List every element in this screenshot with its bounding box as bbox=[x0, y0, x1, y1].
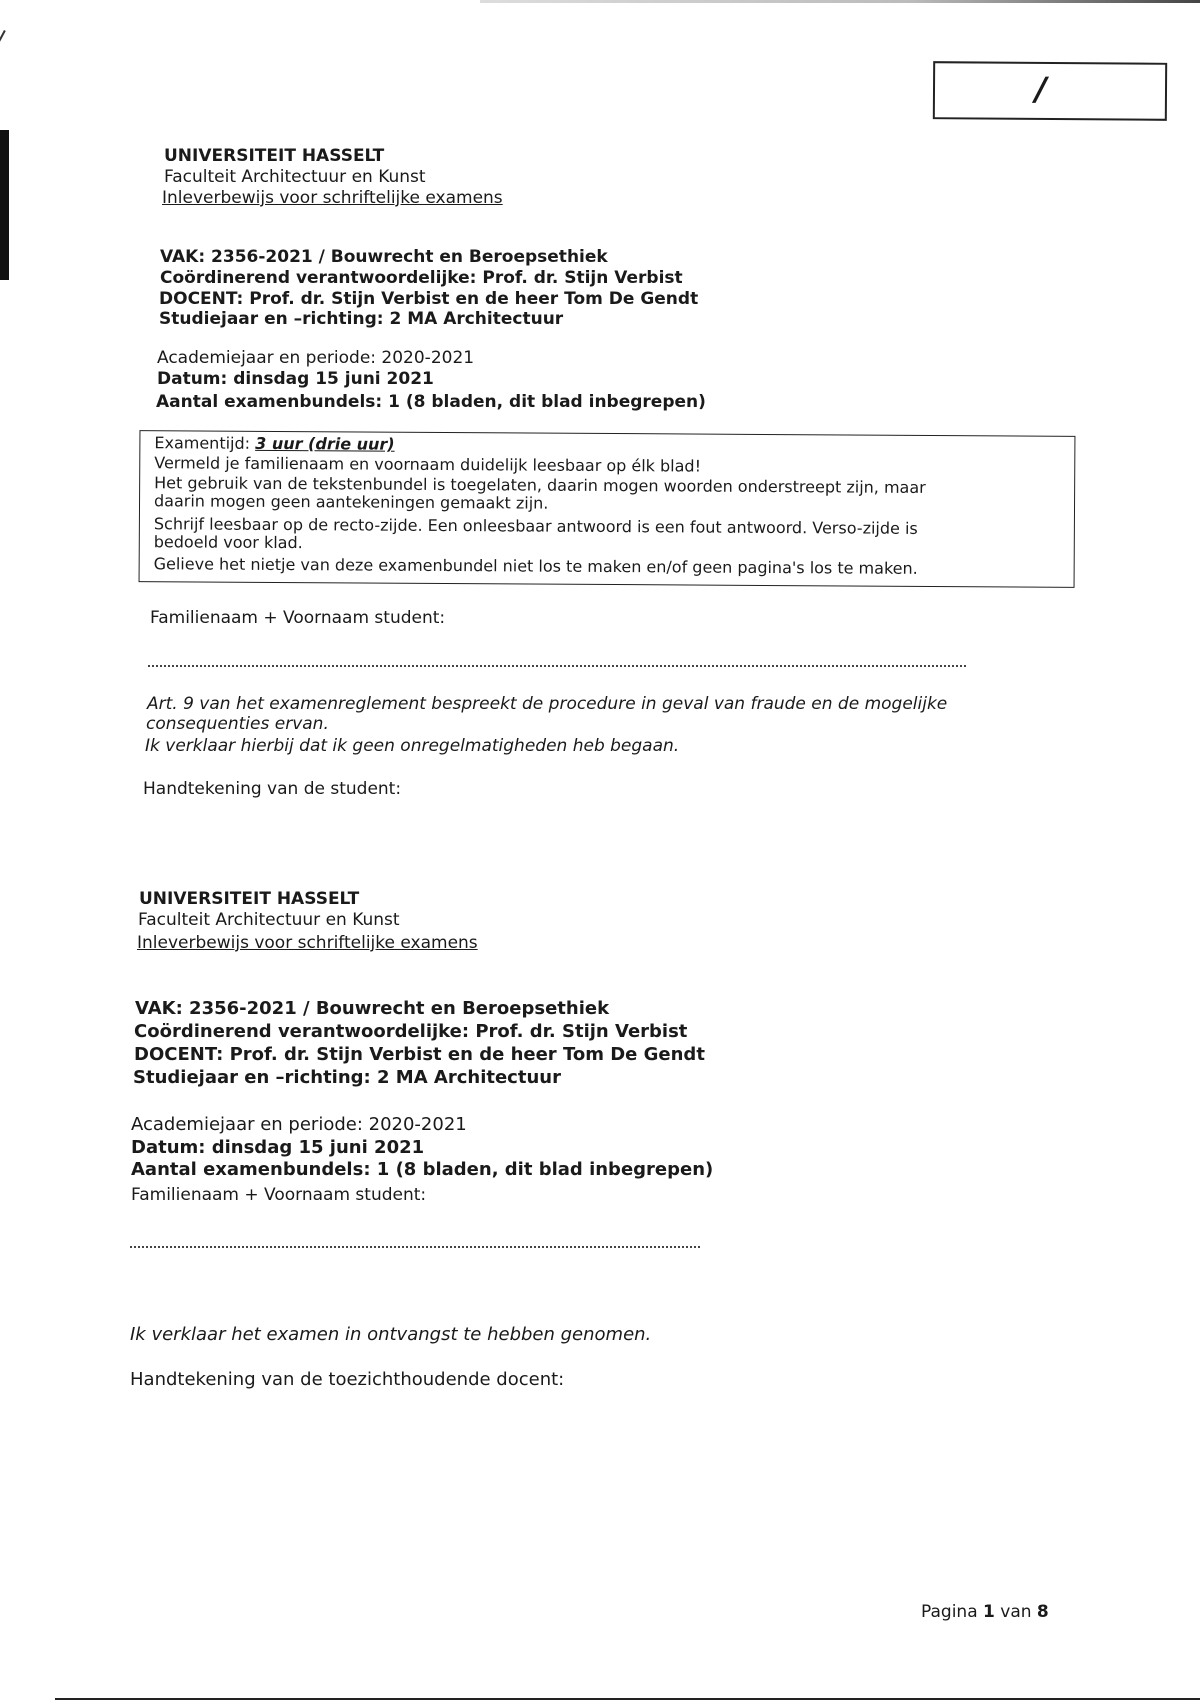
study-line: Studiejaar en –richting: 2 MA Architectuur bbox=[133, 1067, 561, 1088]
fraud-notice-line: Art. 9 van het examenreglement bespreekt de procedure in geval van fraude en de mogelijke bbox=[147, 694, 948, 714]
scan-fold-line bbox=[0, 30, 6, 146]
date-line: Datum: dinsdag 15 juni 2021 bbox=[131, 1137, 425, 1158]
student-name-field[interactable] bbox=[130, 1245, 700, 1248]
instruction-line: Het gebruik van de tekstenbundel is toegelaten, daarin mogen woorden onderstreept zijn, maar bbox=[154, 473, 926, 497]
student-name-field[interactable] bbox=[148, 664, 966, 667]
receipt-subtitle: Inleverbewijs voor schriftelijke examens bbox=[137, 933, 478, 953]
supervisor-signature-label: Handtekening van de toezichthoudende docent: bbox=[130, 1369, 565, 1390]
lecturer-line: DOCENT: Prof. dr. Stijn Verbist en de heer Tom De Gendt bbox=[134, 1044, 705, 1065]
student-name-label: Familienaam + Voornaam student: bbox=[131, 1185, 427, 1205]
university-name: UNIVERSITEIT HASSELT bbox=[139, 889, 360, 909]
student-signature-label: Handtekening van de student: bbox=[143, 779, 402, 799]
instruction-line: Schrijf leesbaar op de recto-zijde. Een onleesbaar antwoord is een fout antwoord. Verso-zijde is bbox=[153, 514, 918, 538]
student-signature-field[interactable] bbox=[143, 805, 743, 885]
academic-year-line: Academiejaar en periode: 2020-2021 bbox=[131, 1114, 467, 1135]
page-current: 1 bbox=[983, 1602, 995, 1622]
sheet-number: / bbox=[1034, 69, 1047, 108]
date-line: Datum: dinsdag 15 juni 2021 bbox=[157, 369, 434, 389]
receipt-subtitle: Inleverbewijs voor schriftelijke examens bbox=[162, 188, 503, 208]
page-total: 8 bbox=[1036, 1602, 1049, 1622]
scan-shadow-top bbox=[480, 0, 1200, 3]
faculty-name: Faculteit Architectuur en Kunst bbox=[138, 910, 400, 930]
instruction-line: bedoeld voor klad. bbox=[153, 532, 303, 553]
coordinator-line: Coördinerend verantwoordelijke: Prof. dr. Stijn Verbist bbox=[160, 268, 683, 288]
course-line: VAK: 2356-2021 / Bouwrecht en Beroepsethiek bbox=[160, 247, 608, 267]
academic-year-line: Academiejaar en periode: 2020-2021 bbox=[157, 348, 475, 368]
university-name: UNIVERSITEIT HASSELT bbox=[164, 146, 385, 166]
instruction-line: Gelieve het nietje van deze examenbundel niet los te maken en/of geen pagina's los te maken. bbox=[153, 554, 918, 578]
page-of: van bbox=[994, 1602, 1037, 1622]
fraud-notice-line: consequenties ervan. bbox=[146, 714, 329, 734]
student-declaration: Ik verklaar hierbij dat ik geen onregelmatigheden heb begaan. bbox=[145, 736, 680, 756]
exam-time-label: Examentijd: bbox=[154, 433, 256, 453]
page-number bbox=[921, 1602, 1049, 1622]
scan-edge-shadow bbox=[0, 130, 9, 280]
lecturer-line: DOCENT: Prof. dr. Stijn Verbist en de heer Tom De Gendt bbox=[159, 289, 699, 309]
page-word: Pagina bbox=[921, 1602, 984, 1622]
bundles-line: Aantal examenbundels: 1 (8 bladen, dit blad inbegrepen) bbox=[156, 392, 706, 412]
exam-time-line bbox=[154, 434, 394, 453]
coordinator-line: Coördinerend verantwoordelijke: Prof. dr. Stijn Verbist bbox=[134, 1021, 688, 1042]
bundles-line: Aantal examenbundels: 1 (8 bladen, dit blad inbegrepen) bbox=[131, 1159, 714, 1180]
instruction-line: Vermeld je familienaam en voornaam duidelijk leesbaar op élk blad! bbox=[154, 453, 702, 476]
faculty-name: Faculteit Architectuur en Kunst bbox=[164, 167, 426, 187]
course-line: VAK: 2356-2021 / Bouwrecht en Beroepsethiek bbox=[135, 998, 610, 1019]
supervisor-signature-field[interactable] bbox=[130, 1400, 730, 1520]
instruction-line: daarin mogen geen aantekeningen gemaakt zijn. bbox=[153, 491, 549, 513]
sheet-number-box bbox=[933, 61, 1167, 121]
student-name-label: Familienaam + Voornaam student: bbox=[150, 608, 446, 628]
study-line: Studiejaar en –richting: 2 MA Architectuur bbox=[159, 309, 564, 329]
instructions-box bbox=[139, 430, 1076, 588]
receipt-declaration: Ik verklaar het examen in ontvangst te hebben genomen. bbox=[130, 1324, 652, 1345]
exam-time-value: 3 uur (drie uur) bbox=[255, 433, 395, 454]
